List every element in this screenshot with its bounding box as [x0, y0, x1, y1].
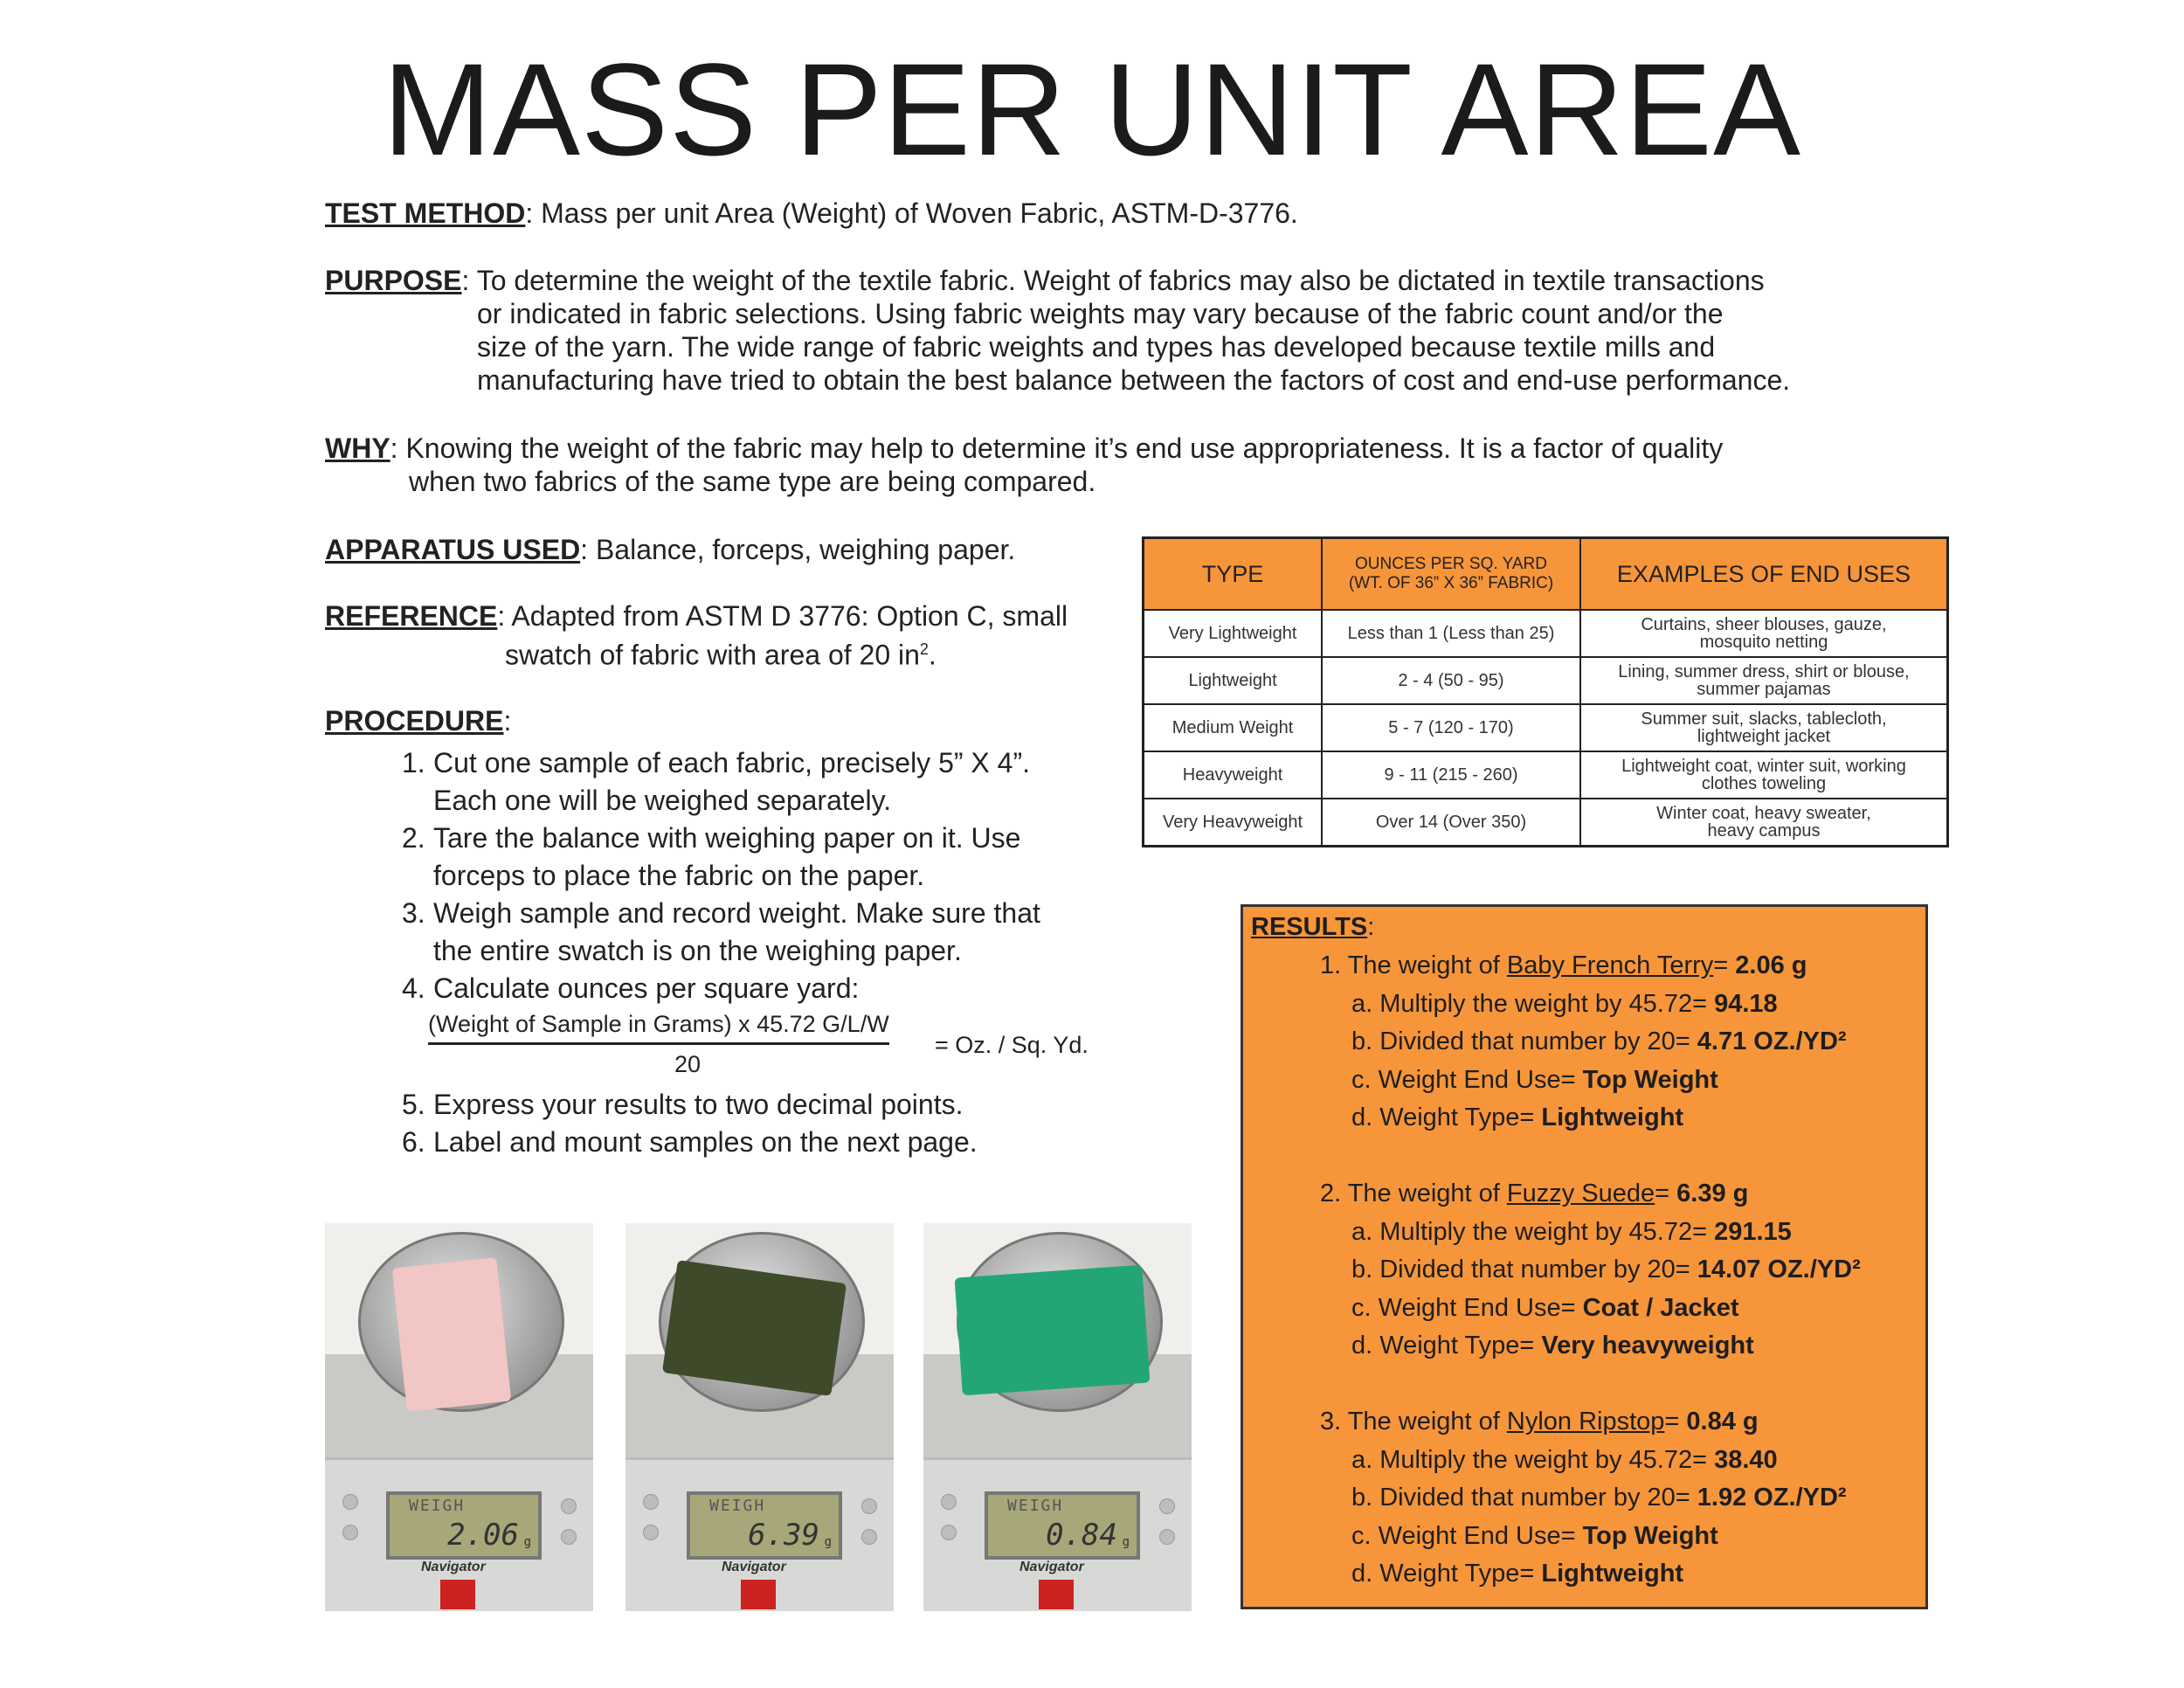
step-c-label: c. Weight End Use=	[1351, 1521, 1583, 1550]
apparatus-text: : Balance, forceps, weighing paper.	[580, 534, 1016, 565]
cell-type: Medium Weight	[1144, 704, 1323, 751]
procedure-section	[325, 704, 511, 737]
result-item	[1320, 1403, 1861, 1594]
purpose-section	[325, 264, 1924, 397]
scale-photo	[923, 1223, 1192, 1611]
step-b-label: b. Divided that number by 20=	[1351, 1484, 1697, 1512]
why-section	[325, 432, 1897, 498]
formula-result: = Oz. / Sq. Yd.	[935, 1032, 1089, 1058]
fabric-swatch	[955, 1265, 1151, 1396]
cell-ounces: 9 - 11 (215 - 260)	[1322, 751, 1580, 799]
step-b-value: 4.71 OZ./YD²	[1697, 1027, 1847, 1055]
brand-logo	[440, 1580, 475, 1609]
result-pre: 2. The weight of	[1320, 1180, 1507, 1207]
test-method-text: : Mass per unit Area (Weight) of Woven Fabric, ASTM-D-3776.	[525, 197, 1298, 229]
cell-type: Very Lightweight	[1144, 610, 1323, 657]
result-step-a	[1320, 1214, 1861, 1252]
result-step-a	[1320, 986, 1861, 1024]
reference-label: REFERENCE	[325, 600, 498, 632]
result-heading	[1320, 1175, 1861, 1214]
procedure-steps	[402, 744, 1144, 1161]
step-b-value: 14.07 OZ./YD²	[1697, 1256, 1861, 1283]
formula-denominator: 20	[674, 1051, 702, 1077]
step-a-value: 94.18	[1714, 989, 1778, 1018]
results-box	[1241, 904, 1928, 1609]
step-number: 4.	[402, 972, 425, 1004]
procedure-step	[402, 820, 1144, 895]
table-row	[1144, 751, 1948, 799]
test-method-section	[325, 197, 1298, 230]
result-step-d	[1320, 1099, 1861, 1138]
step-line: Tare the balance with weighing paper on it. Use	[433, 822, 1021, 854]
table-row	[1144, 657, 1948, 704]
cell-ounces: 2 - 4 (50 - 95)	[1322, 657, 1580, 704]
procedure-colon: :	[503, 705, 512, 737]
reference-superscript: 2	[919, 640, 929, 658]
procedure-step	[402, 895, 1144, 970]
purpose-text-line: or indicated in fabric selections. Using fabric weights may vary because of the fabric count and/or the	[477, 298, 1724, 329]
result-step-a	[1320, 1442, 1861, 1480]
procedure-label: PROCEDURE	[325, 705, 504, 737]
step-a-label: a. Multiply the weight by 45.72=	[1351, 989, 1715, 1018]
fabric-swatch	[392, 1257, 512, 1412]
formula-numerator: (Weight of Sample in Grams) x 45.72 G/L/W	[428, 1009, 889, 1045]
display-unit: g	[1122, 1535, 1130, 1549]
step-number: 1.	[402, 747, 425, 778]
cell-uses	[1580, 610, 1948, 657]
step-a-label: a. Multiply the weight by 45.72=	[1351, 1445, 1715, 1474]
header-ounces-line: OUNCES PER SQ. YARD	[1355, 555, 1547, 573]
table-row	[1144, 799, 1948, 847]
step-line: forceps to place the fabric on the paper.	[433, 860, 925, 891]
cell-ounces: Less than 1 (Less than 25)	[1322, 610, 1580, 657]
cell-ounces: 5 - 7 (120 - 170)	[1322, 704, 1580, 751]
cell-uses-line: Winter coat, heavy sweater,	[1656, 804, 1871, 823]
result-weight: 6.39 g	[1676, 1180, 1749, 1207]
table-row	[1144, 610, 1948, 657]
step-number: 3.	[402, 897, 425, 929]
display-unit: g	[523, 1535, 531, 1549]
step-c-label: c. Weight End Use=	[1351, 1293, 1583, 1322]
display-mode: WEIGH	[409, 1497, 466, 1515]
step-d-value: Lightweight	[1541, 1560, 1684, 1588]
cell-uses	[1580, 704, 1948, 751]
step-d-value: Very heavyweight	[1541, 1332, 1754, 1359]
step-a-value: 291.15	[1714, 1217, 1792, 1246]
reference-text: : Adapted from ASTM D 3776: Option C, small	[497, 600, 1068, 632]
step-number: 5.	[402, 1089, 425, 1120]
reference-section	[325, 599, 1111, 672]
step-number: 6.	[402, 1126, 425, 1158]
step-d-label: d. Weight Type=	[1351, 1332, 1542, 1359]
step-a-label: a. Multiply the weight by 45.72=	[1351, 1217, 1715, 1246]
scale-brand: Navigator	[421, 1560, 486, 1574]
procedure-step	[402, 1124, 1144, 1161]
cell-uses-line: Lightweight coat, winter suit, working	[1621, 757, 1906, 776]
step-number: 2.	[402, 822, 425, 854]
result-heading	[1320, 1403, 1861, 1442]
scale-display	[386, 1491, 542, 1560]
step-line: Weigh sample and record weight. Make sure that	[433, 897, 1040, 929]
reference-end: .	[928, 639, 936, 671]
results-title	[1251, 909, 1374, 947]
purpose-label: PURPOSE	[325, 265, 462, 296]
result-step-c	[1320, 1290, 1861, 1328]
cell-ounces: Over 14 (Over 350)	[1322, 799, 1580, 847]
cell-type: Very Heavyweight	[1144, 799, 1323, 847]
result-heading	[1320, 947, 1861, 986]
step-line: Cut one sample of each fabric, precisely 5” X 4”.	[433, 747, 1030, 778]
cell-uses-line: Curtains, sheer blouses, gauze,	[1641, 615, 1887, 634]
step-line: Express your results to two decimal points.	[433, 1089, 964, 1120]
formula	[402, 1007, 1144, 1086]
header-ounces-line: (WT. OF 36” X 36” FABRIC)	[1348, 574, 1554, 592]
step-line: Each one will be weighed separately.	[433, 785, 892, 816]
cell-uses-line: lightweight jacket	[1697, 727, 1831, 746]
result-step-c	[1320, 1518, 1861, 1556]
cell-uses	[1580, 751, 1948, 799]
result-fabric-name: Baby French Terry	[1506, 951, 1714, 979]
result-step-c	[1320, 1062, 1861, 1100]
cell-uses-line: heavy campus	[1707, 821, 1821, 841]
cell-uses-line: summer pajamas	[1697, 680, 1831, 699]
cell-uses-line: mosquito netting	[1699, 633, 1828, 652]
step-c-value: Top Weight	[1582, 1065, 1718, 1094]
why-text-line: when two fabrics of the same type are being compared.	[409, 466, 1096, 497]
why-label: WHY	[325, 432, 390, 464]
results-title-colon: :	[1367, 913, 1375, 941]
step-b-label: b. Divided that number by 20=	[1351, 1256, 1697, 1283]
scale-display	[985, 1491, 1140, 1560]
display-unit: g	[824, 1535, 832, 1549]
step-line: the entire swatch is on the weighing paper.	[433, 935, 962, 966]
result-step-b	[1320, 1023, 1861, 1062]
result-step-b	[1320, 1251, 1861, 1290]
scale-photo	[325, 1223, 593, 1611]
cell-uses-line: Summer suit, slacks, tablecloth,	[1641, 709, 1887, 729]
result-eq: =	[1664, 1408, 1687, 1435]
step-d-value: Lightweight	[1541, 1103, 1684, 1131]
table-row	[1144, 704, 1948, 751]
step-b-label: b. Divided that number by 20=	[1351, 1027, 1697, 1055]
result-step-d	[1320, 1327, 1861, 1366]
fabric-swatch	[662, 1260, 847, 1396]
step-b-value: 1.92 OZ./YD²	[1697, 1484, 1847, 1512]
cell-uses	[1580, 799, 1948, 847]
procedure-step	[402, 970, 1144, 1007]
step-c-value: Coat / Jacket	[1582, 1293, 1739, 1322]
procedure-step	[402, 1086, 1144, 1124]
scale-brand: Navigator	[1019, 1560, 1084, 1574]
result-item	[1320, 1175, 1861, 1366]
result-weight: 0.84 g	[1686, 1408, 1759, 1435]
scale-display	[687, 1491, 842, 1560]
step-d-label: d. Weight Type=	[1351, 1560, 1542, 1588]
apparatus-section	[325, 533, 1015, 566]
result-fabric-name: Fuzzy Suede	[1506, 1180, 1655, 1207]
purpose-text-line: manufacturing have tried to obtain the best balance between the factors of cost and end-use performance.	[477, 364, 1791, 396]
why-text: : Knowing the weight of the fabric may help to determine it’s end use appropriateness. It is a factor of quality	[390, 432, 1724, 464]
step-a-value: 38.40	[1714, 1445, 1778, 1474]
purpose-text-line: size of the yarn. The wide range of fabric weights and types has developed because textile mills and	[477, 331, 1716, 363]
result-pre: 1. The weight of	[1320, 951, 1507, 979]
result-eq: =	[1713, 951, 1736, 979]
results-list	[1320, 947, 1861, 1631]
fabric-weight-table	[1142, 536, 1949, 847]
cell-uses-line: clothes toweling	[1701, 774, 1827, 793]
cell-uses-line: Lining, summer dress, shirt or blouse,	[1618, 662, 1910, 681]
header-examples: EXAMPLES OF END USES	[1580, 538, 1948, 611]
display-value: 0.84	[1046, 1518, 1117, 1553]
result-pre: 3. The weight of	[1320, 1408, 1507, 1435]
reference-text-line	[325, 633, 1111, 672]
result-step-d	[1320, 1555, 1861, 1594]
result-weight: 2.06 g	[1735, 951, 1807, 979]
result-fabric-name: Nylon Ripstop	[1506, 1408, 1665, 1435]
header-type: TYPE	[1144, 538, 1323, 611]
cell-type: Heavyweight	[1144, 751, 1323, 799]
step-c-value: Top Weight	[1582, 1521, 1718, 1550]
result-step-b	[1320, 1479, 1861, 1518]
display-value: 2.06	[447, 1518, 519, 1553]
display-mode: WEIGH	[709, 1497, 766, 1515]
cell-uses	[1580, 657, 1948, 704]
scale-brand: Navigator	[722, 1560, 786, 1574]
purpose-text: : To determine the weight of the textile fabric. Weight of fabrics may also be dictated in textile transactions	[461, 265, 1765, 296]
result-eq: =	[1655, 1180, 1677, 1207]
apparatus-label: APPARATUS USED	[325, 534, 581, 565]
results-title-text: RESULTS	[1251, 913, 1368, 941]
page-title: MASS PER UNIT AREA	[383, 36, 1801, 183]
test-method-label: TEST METHOD	[325, 197, 526, 229]
brand-logo	[741, 1580, 776, 1609]
step-line: Calculate ounces per square yard:	[433, 972, 860, 1004]
scale-photo	[625, 1223, 894, 1611]
step-c-label: c. Weight End Use=	[1351, 1065, 1583, 1094]
step-line: Label and mount samples on the next page.	[433, 1126, 978, 1158]
result-item	[1320, 947, 1861, 1138]
header-ounces	[1322, 538, 1580, 611]
table-header-row	[1144, 538, 1948, 611]
procedure-step	[402, 744, 1144, 820]
brand-logo	[1039, 1580, 1074, 1609]
display-value: 6.39	[748, 1518, 819, 1553]
step-d-label: d. Weight Type=	[1351, 1103, 1542, 1131]
display-mode: WEIGH	[1007, 1497, 1064, 1515]
cell-type: Lightweight	[1144, 657, 1323, 704]
reference-cont: swatch of fabric with area of 20 in	[505, 639, 920, 671]
